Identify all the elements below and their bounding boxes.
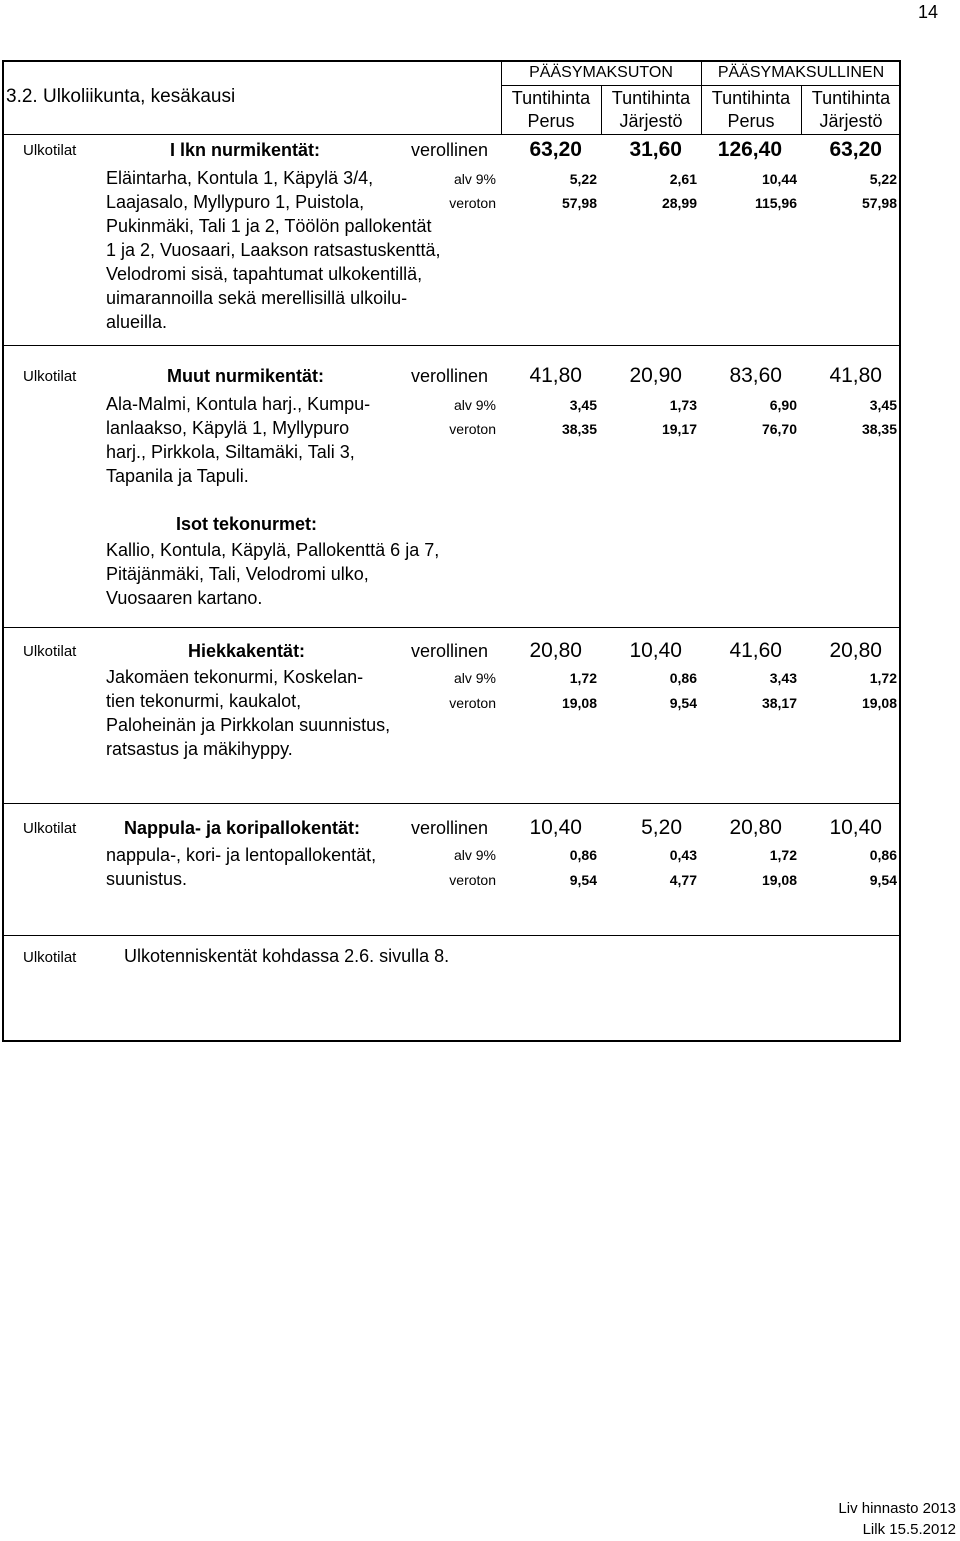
price-alv: 0,86 [669,670,697,686]
price-veroton: 19,08 [861,695,897,711]
price-veroton: 9,54 [869,872,897,888]
price-veroton: 38,35 [561,421,597,437]
venue-list [106,392,370,488]
footer-doc-name: Liv hinnasto 2013 [838,1500,956,1517]
price-main: 31,60 [629,138,682,161]
header-col4-label: Tuntihinta [811,88,891,108]
venue-line: Kallio, Kontula, Käpylä, Pallokenttä 6 ja 7, [106,540,440,560]
section-heading: Muut nurmikentät: [167,366,324,386]
header-group-free: PÄÄSYMAKSUTON [529,64,673,81]
page-number: 14 [917,2,938,22]
price-alv: 6,90 [769,397,797,413]
venue-line: Pitäjänmäki, Tali, Velodromi ulko, [106,564,369,584]
veroton-label: veroton [449,872,496,888]
price-veroton: 9,54 [569,872,597,888]
section-divider [2,935,901,936]
price-veroton: 28,99 [661,195,697,211]
price-alv: 5,22 [869,171,897,187]
price-alv: 2,61 [669,171,697,187]
header-col1-label: Tuntihinta [511,88,591,108]
tennis-note: Ulkotenniskentät kohdassa 2.6. sivulla 8. [124,946,450,966]
venue-list [106,665,390,761]
vat-label: verollinen [411,641,489,661]
price-alv: 1,73 [669,397,697,413]
header-col3-sub: Perus [727,111,775,131]
veroton-label: veroton [449,195,496,211]
venue-list [106,843,376,891]
price-alv: 1,72 [769,847,797,863]
price-main: 41,80 [829,364,882,387]
venue-line: nappula-, kori- ja lentopallokentät, [106,845,377,865]
venue-line: tien tekonurmi, kaukalot, [106,691,302,711]
category-label: Ulkotilat [23,949,77,966]
price-alv: 0,43 [669,847,697,863]
price-veroton: 76,70 [761,421,797,437]
venue-line: ratsastus ja mäkihyppy. [106,739,293,759]
price-veroton: 38,17 [761,695,797,711]
header-col3-label: Tuntihinta [711,88,791,108]
price-veroton: 38,35 [861,421,897,437]
price-veroton: 4,77 [669,872,697,888]
section-divider [2,627,901,628]
price-alv: 0,86 [869,847,897,863]
price-main: 41,80 [529,364,582,387]
price-veroton: 57,98 [561,195,597,211]
header-col4-sub: Järjestö [819,111,883,131]
vat-label: verollinen [411,818,489,838]
veroton-label: veroton [449,695,496,711]
vat-label: verollinen [411,140,489,160]
header-col2-label: Tuntihinta [611,88,691,108]
header-col2-sub: Järjestö [619,111,683,131]
price-alv: 3,45 [569,397,597,413]
price-alv: 10,44 [761,171,797,187]
price-alv: 0,86 [569,847,597,863]
category-label: Ulkotilat [23,368,77,385]
header-group-paid: PÄÄSYMAKSULLINEN [717,64,885,81]
price-main: 20,80 [829,639,882,662]
header-col1-sub: Perus [527,111,575,131]
venue-line: suunistus. [106,869,188,889]
alv-label: alv 9% [453,171,496,187]
footer-doc-date: Lilk 15.5.2012 [862,1521,956,1538]
category-label: Ulkotilat [23,643,77,660]
header-bottom-line [2,134,901,135]
venue-line: Laajasalo, Myllypuro 1, Puistola, [106,192,365,212]
price-main: 126,40 [717,138,782,161]
section-heading: I lkn nurmikentät: [170,140,321,160]
section-heading: Hiekkakentät: [188,641,306,661]
price-veroton: 19,08 [761,872,797,888]
price-main: 41,60 [729,639,782,662]
venue-line: Velodromi sisä, tapahtumat ulkokentillä, [106,264,423,284]
venue-list [106,166,441,334]
venue-line: 1 ja 2, Vuosaari, Laakson ratsastuskenttä, [106,240,441,260]
price-veroton: 115,96 [754,195,797,211]
price-main: 83,60 [729,364,782,387]
price-alv: 1,72 [869,670,897,686]
price-veroton: 9,54 [669,695,697,711]
veroton-label: veroton [449,421,496,437]
section-title: 3.2. Ulkoliikunta, kesäkausi [6,86,236,107]
venue-line: harj., Pirkkola, Siltamäki, Tali 3, [106,442,355,462]
venue-line: Jakomäen tekonurmi, Koskelan- [106,667,364,687]
venue-line: lanlaakso, Käpylä 1, Myllypuro [106,418,350,438]
alv-label: alv 9% [453,670,496,686]
venue-line: uimarannoilla sekä merellisillä ulkoilu- [106,288,408,308]
category-label: Ulkotilat [23,820,77,837]
price-alv: 3,45 [869,397,897,413]
price-main: 5,20 [641,816,682,839]
alv-label: alv 9% [453,397,496,413]
venue-line: Vuosaaren kartano. [106,588,263,608]
price-veroton: 19,08 [561,695,597,711]
venue-line: Eläintarha, Kontula 1, Käpylä 3/4, [106,168,374,188]
price-main: 63,20 [529,138,582,161]
sub-heading: Isot tekonurmet: [176,514,318,534]
venue-line: Paloheinän ja Pirkkolan suunnistus, [106,715,391,735]
price-main: 63,20 [829,138,882,161]
price-veroton: 57,98 [861,195,897,211]
price-main: 20,80 [529,639,582,662]
venue-line: Pukinmäki, Tali 1 ja 2, Töölön pallokentät [106,216,432,236]
section-divider [2,345,901,346]
category-label: Ulkotilat [23,142,77,159]
price-main: 10,40 [629,639,682,662]
price-main: 10,40 [529,816,582,839]
price-main: 20,90 [629,364,682,387]
price-alv: 5,22 [569,171,597,187]
price-main: 10,40 [829,816,882,839]
price-veroton: 19,17 [661,421,697,437]
venue-line: alueilla. [106,312,168,332]
venue-line: Ala-Malmi, Kontula harj., Kumpu- [106,394,371,414]
price-alv: 3,43 [769,670,797,686]
section-heading: Nappula- ja koripallokentät: [124,818,361,838]
alv-label: alv 9% [453,847,496,863]
artificial-turf-list [106,538,439,610]
section-divider [2,803,901,804]
venue-line: Tapanila ja Tapuli. [106,466,249,486]
price-alv: 1,72 [569,670,597,686]
vat-label: verollinen [411,366,489,386]
price-main: 20,80 [729,816,782,839]
